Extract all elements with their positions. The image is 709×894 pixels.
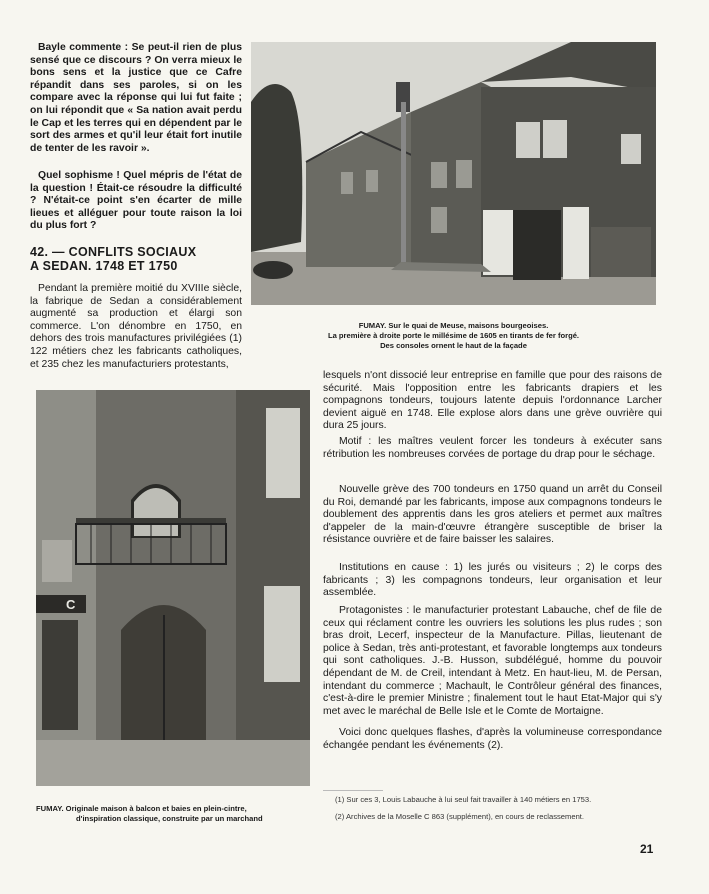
body-paragraph-3: Nouvelle grève des 700 tondeurs en 1750 quand un arrêt du Conseil du Roi, demandé par les fabricants, impose aux compagnons tondeurs le doublement des apprentis dans les gros ateliers et permet aux maîtres d'appeler de la main-d'œuvre étrangère susceptible de briser la résistance ouvrière et de faire baisser les salaires. xyxy=(323,484,662,546)
body-paragraph-6: Voici donc quelques flashes, d'après la volumineuse correspondance échangée pendant les événements (2). xyxy=(323,727,662,751)
shop-sign-text: C xyxy=(66,597,76,612)
footnote-1: (1) Sur ces 3, Louis Labauche à lui seul fait travailler à 140 métiers en 1753. xyxy=(335,795,592,804)
section-heading-line2: A SEDAN. 1748 ET 1750 xyxy=(30,259,178,273)
caption-bottom-line1: FUMAY. Originale maison à balcon et baies en plein-cintre, xyxy=(36,804,247,813)
bayle-paragraph: Bayle commente : Se peut-il rien de plus sensé que ce discours ? On verra mieux le bons sens et la justice que ce Cafre répandit dans ses paroles, si on les compare avec la réponse qui lui fut faite ; on lui répondit que « Sa nation avait perdu le Cap et les terres qui en dépendent par le sort des armes et qu'il leur était fort inutile de tenter de les ravoir ». xyxy=(30,42,242,154)
body-paragraph-2: Motif : les maîtres veulent forcer les tondeurs à exécuter sans rétribution les nombreuses corvées de portage du drap pour le séchage. xyxy=(323,436,662,460)
caption-bottom-photo xyxy=(36,804,310,824)
footnote-rule xyxy=(323,790,383,791)
footnote-2: (2) Archives de la Moselle C 863 (supplément), en cours de reclassement. xyxy=(335,812,585,821)
photo-maison-image xyxy=(36,390,310,786)
sophisme-paragraph: Quel sophisme ! Quel mépris de l'état de la question ! Était-ce résoudre la difficulté ? N'était-ce point s'en écarter de mille lieues et alléguer pour toute raison la loi du plus fort ? xyxy=(30,170,242,232)
intro-paragraph: Pendant la première moitié du XVIIIe siècle, la fabrique de Sedan a considérablement augmenté sa production et élargi son commerce. L'on dénombre en 1750, en dehors des trois manufactures privilégiées (1) 122 métiers chez les fabricants catholiques, et 235 chez les manufacturiers protestants, xyxy=(30,283,242,370)
caption-top-photo xyxy=(251,321,656,351)
caption-bottom-line2: d'inspiration classique, construite par un marchand xyxy=(76,814,263,823)
body-paragraph-1: lesquels n'ont dissocié leur entreprise en famille que pour des raisons de sécurité. Mais l'opposition entre les fabricants drapiers et les compagnons tondeurs, toujours latente depuis l'ordonnance Larcher devient aiguë en 1748. Elle explose alors dans une grève ouvrière qui dura 25 jours. xyxy=(323,370,662,432)
caption-top-line1: FUMAY. Sur le quai de Meuse, maisons bourgeoises. xyxy=(358,321,549,330)
page-number: 21 xyxy=(640,842,654,856)
caption-top-line2: La première à droite porte le millésime de 1605 en tirants de fer forgé. xyxy=(327,331,580,340)
body-paragraph-5: Protagonistes : le manufacturier protestant Labauche, chef de file de ceux qui réclament contre les ouvriers les solutions les plus rudes ; son bras droit, Lecerf, inspecteur de la Manufacture. Pillas, lieutenant de police à Sedan, très anti-protestant, et favorable longtemps aux tondeurs qui sont catholiques. J.-B. Husson, subdélégué, homme du pouvoir dépendant de M. de Creil, intendant à Metz. En haut-lieu, M. de Persan, intendant du commerce ; Machault, le Contrôleur général des finances, c'est-à-dire le premier Ministre ; finalement tout le haut Etat-Major qui s'y met avec le maréchal de Belle Isle et le Comte de Mortaigne. xyxy=(323,605,662,717)
body-paragraph-4: Institutions en cause : 1) les jurés ou visiteurs ; 2) le corps des fabricants ; 3) les compagnons tondeurs, leur organisation et leur assemblée. xyxy=(323,562,662,599)
caption-top-line3: Des consoles ornent le haut de la façade xyxy=(380,341,527,350)
photo-quai-de-meuse xyxy=(251,42,656,305)
photo-quai-image xyxy=(251,42,656,305)
section-heading xyxy=(30,245,245,273)
section-heading-line1: 42. — CONFLITS SOCIAUX xyxy=(30,245,197,259)
photo-maison-balcon xyxy=(36,390,310,786)
